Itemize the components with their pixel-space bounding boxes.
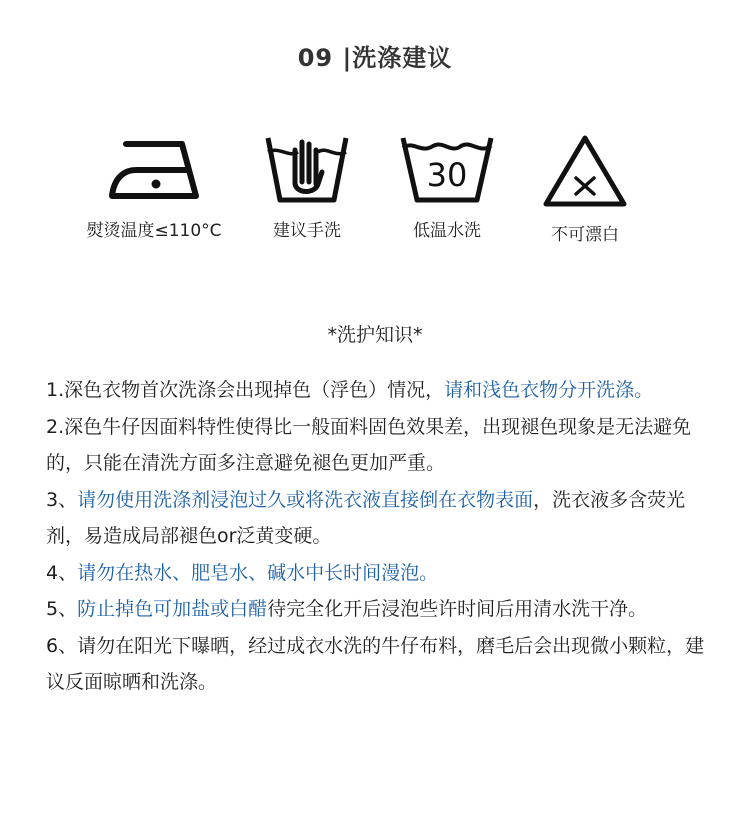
care-item-wash-30: [372, 132, 522, 241]
tip-item: 4、请勿在热水、肥皂水、碱水中长时间漫泡。: [46, 561, 439, 584]
tip-item: 6、请勿在阳光下曝晒，经过成衣水洗的牛仔布料，磨毛后会出现微小颗粒，建议反面晾晒和洗涤。: [46, 634, 705, 693]
care-label-no-bleach: 不可漂白: [551, 225, 619, 245]
wash-30-icon: [399, 132, 495, 204]
care-label-wash-30: 低温水洗: [413, 221, 481, 241]
tip-item: 3、请勿使用洗涤剂浸泡过久或将洗衣液直接倒在衣物表面，洗衣液多含荧光剂，易造成局部褪色or泛黄变硬。: [46, 488, 686, 547]
care-knowledge-heading: *洗护知识*: [327, 324, 423, 346]
care-item-hand-wash: [232, 132, 382, 241]
care-item-no-bleach: [510, 132, 660, 245]
care-icons-row: [0, 132, 750, 262]
care-tips-list: [46, 372, 716, 701]
wash-temperature: 30: [426, 156, 468, 194]
tip-item: 2.深色牛仔因面料特性使得比一般面料固色效果差，出现褪色现象是无法避免的，只能在清洗方面多注意避免褪色更加严重。: [46, 415, 692, 474]
tip-item: 1.深色衣物首次洗涤会出现掉色（浮色）情况，请和浅色衣物分开洗涤。: [46, 379, 654, 401]
iron-icon: [104, 132, 204, 204]
tip-item: 5、防止掉色可加盐或白醋待完全化开后浸泡些许时间后用清水洗干净。: [46, 598, 648, 620]
care-item-iron: [79, 132, 229, 241]
no-bleach-icon: [540, 132, 630, 208]
care-label-iron: 熨烫温度≤110°C: [86, 221, 222, 241]
page-title: 09 |洗涤建议: [297, 44, 453, 72]
care-label-hand-wash: 建议手洗: [273, 221, 341, 241]
hand-wash-icon: [262, 132, 352, 204]
